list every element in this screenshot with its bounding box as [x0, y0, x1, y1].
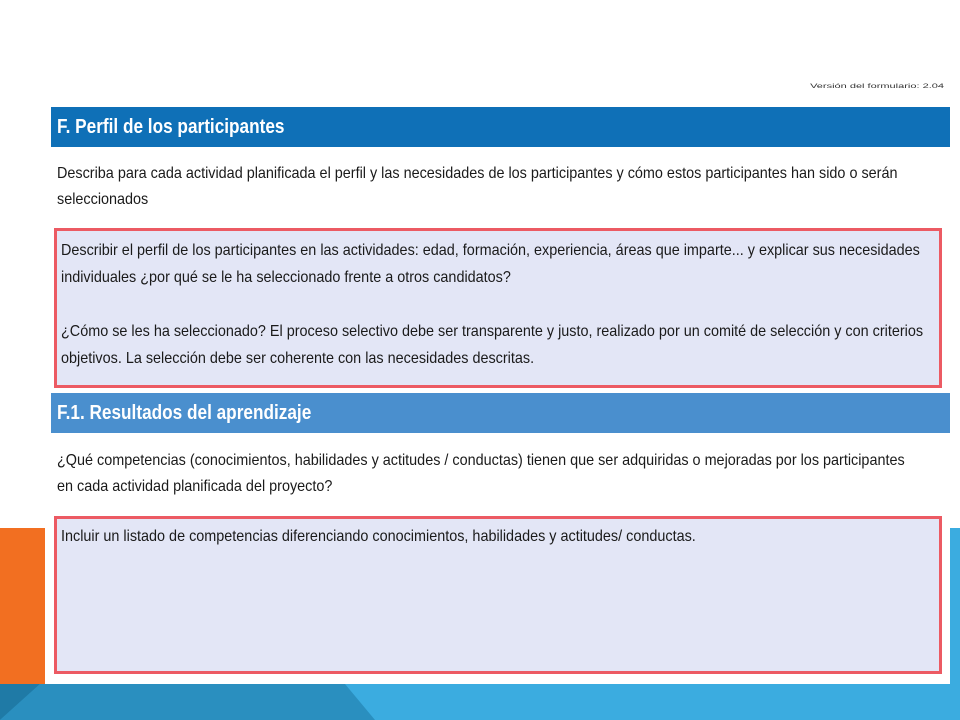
section-f1-header — [51, 393, 950, 433]
section-f-question-line1: Describa para cada actividad planificada el perfil y las necesidades de los participantes y cómo estos participantes han sido o serán — [57, 165, 898, 182]
section-f-answer-box[interactable] — [54, 228, 942, 388]
section-f1-title: F.1. Resultados del aprendizaje — [57, 401, 312, 424]
section-f-header — [51, 107, 950, 147]
section-f-answer-p2-line1: ¿Cómo se les ha seleccionado? El proceso selectivo debe ser transparente y justo, realizado por un comité de selección y con criterios — [61, 323, 924, 340]
section-f1-answer-box[interactable] — [54, 516, 942, 674]
section-f-answer-p2-line2: objetivos. La selección debe ser coherente con las necesidades descritas. — [61, 350, 535, 367]
form-version-label: Versión del formulario: 2.04 — [810, 83, 944, 90]
form-document — [45, 80, 950, 684]
section-f-question — [57, 161, 947, 213]
section-f1-question-line1: ¿Qué competencias (conocimientos, habilidades y actitudes / conductas) tienen que ser adquiridas o mejoradas por los participantes — [57, 452, 905, 469]
section-f-answer-p1-line1: Describir el perfil de los participantes en las actividades: edad, formación, experiencia, áreas que imparte... y explicar sus necesidades — [61, 242, 920, 259]
section-f1-answer-line1: Incluir un listado de competencias diferenciando conocimientos, habilidades y actitudes/ conductas. — [61, 528, 696, 545]
decorative-bottom-band — [0, 684, 960, 720]
section-f-title: F. Perfil de los participantes — [57, 115, 285, 138]
section-f-question-line2: seleccionados — [57, 191, 149, 208]
section-f1-question — [57, 448, 947, 500]
section-f-answer-p1-line2: individuales ¿por qué se le ha seleccionado frente a otros candidatos? — [61, 269, 511, 286]
decorative-orange-block — [0, 528, 45, 688]
section-f1-question-line2: en cada actividad planificada del proyecto? — [57, 478, 333, 495]
